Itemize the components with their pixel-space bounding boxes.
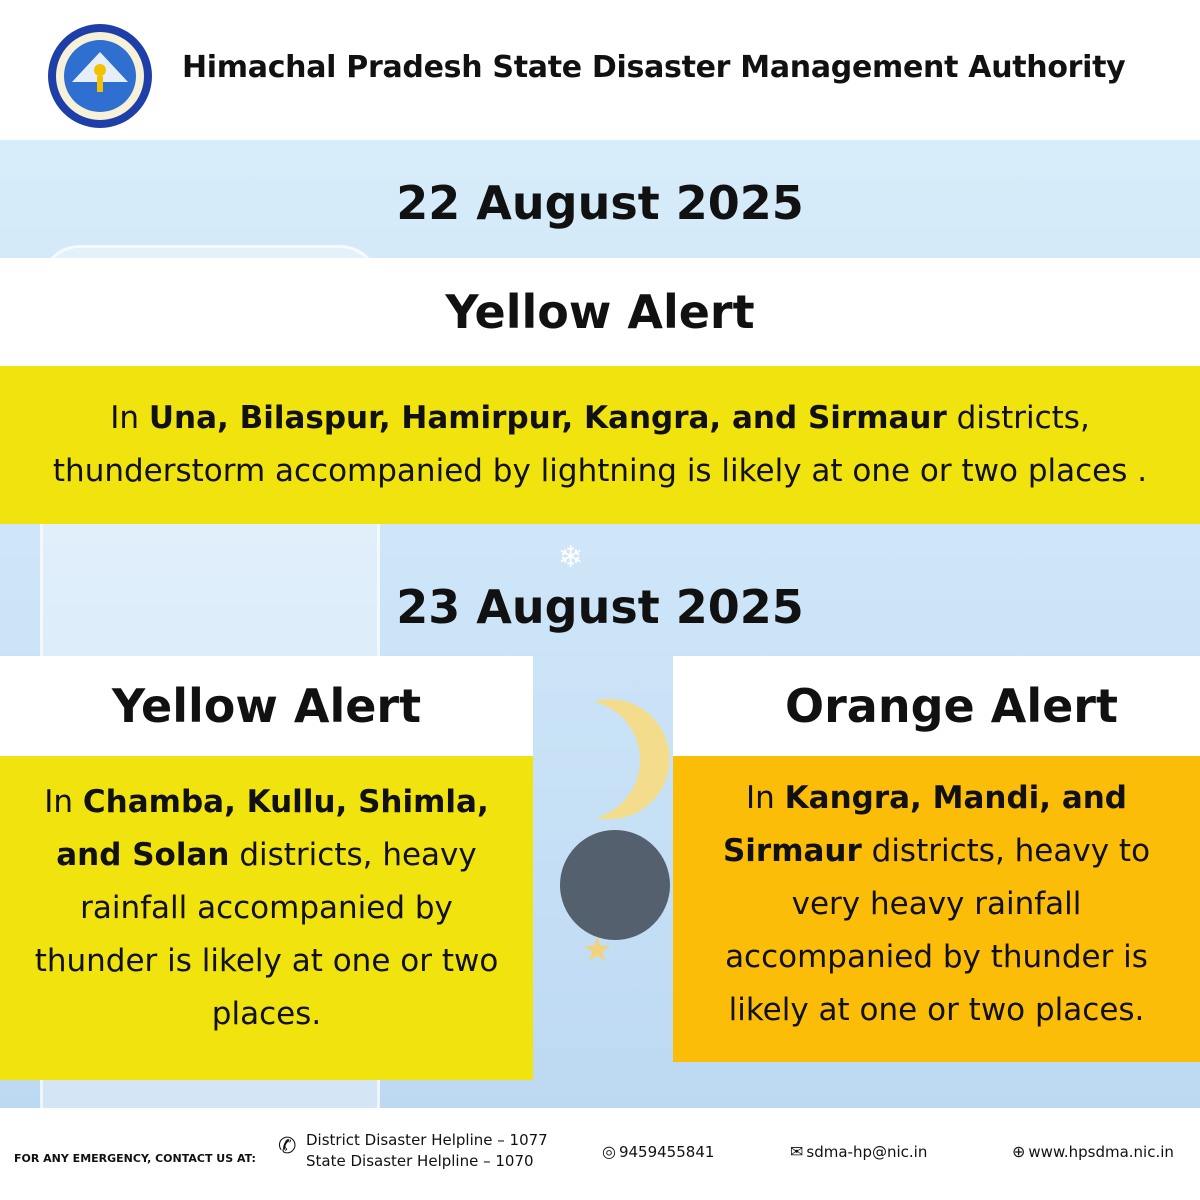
alert-text-day1 <box>0 366 1200 524</box>
alert-title-yellow-day2 <box>0 656 533 756</box>
alert-title-text: Yellow Alert <box>445 285 755 339</box>
alert-title-orange-day2 <box>673 656 1200 756</box>
phone-icon: ✆ <box>278 1134 297 1159</box>
email-contact[interactable]: ✉ sdma-hp@nic.in <box>790 1142 928 1161</box>
alert-text-orange-day2: In Kangra, Mandi, and Sirmaur districts, heavy to very heavy rainfall accompanied by thunder is likely at one or two places. <box>673 756 1200 1062</box>
helplines <box>306 1130 548 1172</box>
alert-text-line2: thunderstorm accompanied by lightning is likely at one or two places . <box>52 453 1148 489</box>
alert-text-line1: In Una, Bilaspur, Hamirpur, Kangra, and Sirmaur districts, <box>110 400 1090 436</box>
state-helpline: State Disaster Helpline – 1070 <box>306 1152 534 1170</box>
emergency-label: FOR ANY EMERGENCY, CONTACT US AT: <box>14 1152 256 1165</box>
org-name: Himachal Pradesh State Disaster Management Authority <box>182 50 1126 85</box>
district-list: Chamba, Kullu, Shimla, and Solan <box>56 784 489 873</box>
globe-icon: ⊕ <box>1012 1142 1026 1161</box>
district-helpline: District Disaster Helpline – 1077 <box>306 1131 548 1149</box>
header <box>0 0 1200 140</box>
date-day1: 22 August 2025 <box>396 176 804 230</box>
alert-text-yellow-day2: In Chamba, Kullu, Shimla, and Solan districts, heavy rainfall accompanied by thunder is likely at one or two places. <box>0 756 533 1080</box>
snowflake-icon: ❄ <box>558 540 584 575</box>
star-icon: ★ <box>582 930 613 970</box>
alert-title-text: Yellow Alert <box>111 679 422 733</box>
website-link[interactable]: ⊕ www.hpsdma.nic.in <box>1012 1142 1174 1161</box>
district-list: Una, Bilaspur, Hamirpur, Kangra, and Sirmaur <box>148 400 947 436</box>
alert-title-day1 <box>0 258 1200 366</box>
cloud-icon <box>560 830 670 940</box>
district-list: Kangra, Mandi, and Sirmaur <box>722 780 1128 869</box>
date-day2: 23 August 2025 <box>396 580 804 634</box>
whatsapp-contact[interactable]: ◎ 9459455841 <box>602 1142 715 1161</box>
alert-title-text: Orange Alert <box>785 679 1118 733</box>
hpsdma-seal-icon <box>36 22 164 130</box>
mail-icon: ✉ <box>790 1142 804 1161</box>
footer <box>0 1108 1200 1200</box>
whatsapp-icon: ◎ <box>602 1142 616 1161</box>
